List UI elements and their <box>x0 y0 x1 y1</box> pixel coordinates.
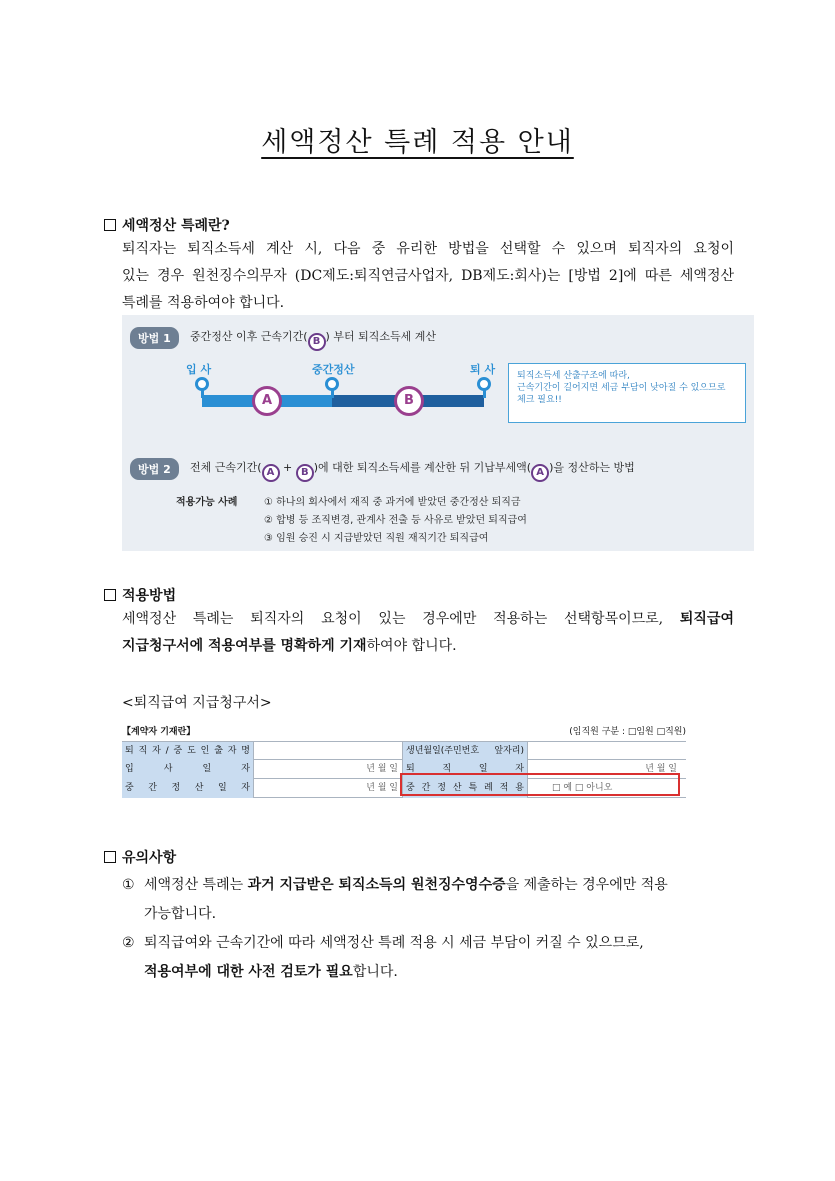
section-heading-definition: 세액정산 특례란? <box>104 215 230 235</box>
paragraph-line: 특례를 적용하여야 합니다. <box>122 295 285 311</box>
circle-b-icon: B <box>394 386 424 416</box>
method-paragraph <box>122 606 734 660</box>
timeline-label-leave: 퇴 사 <box>470 363 496 376</box>
circle-a-icon: A <box>252 386 282 416</box>
circle-b-icon: B <box>308 333 326 351</box>
checkbox-square-icon <box>104 851 116 863</box>
method1-badge: 방법 1 <box>130 327 179 349</box>
case-item: ① 하나의 회사에서 재직 중 과거에 받았던 중간정산 퇴직금 <box>264 497 521 508</box>
form-caption: <퇴직급여 지급청구서> <box>122 695 272 711</box>
cases-label: 적용가능 사례 <box>176 497 238 508</box>
method2-badge: 방법 2 <box>130 458 179 480</box>
form-header-left: 【계약자 기재란】 <box>122 727 196 737</box>
method-diagram <box>122 315 754 551</box>
definition-paragraph <box>122 236 734 317</box>
list-item: ① 세액정산 특례는 과거 지급받은 퇴직소득의 원천징수영수증을 제출하는 경우에만 적용 <box>122 877 668 893</box>
paragraph-line: 퇴직자는 퇴직소득세 계산 시, 다음 중 유리한 방법을 선택할 수 있으며 퇴직자의 요청이 <box>122 241 734 257</box>
claim-form-excerpt <box>122 723 686 803</box>
case-item: ③ 임원 승진 시 지급받았던 직원 재직기간 퇴직급여 <box>264 533 489 544</box>
method1-description: 중간정산 이후 근속기간( B ) 부터 퇴직소득세 계산 <box>190 328 436 351</box>
method2-description: 전체 근속기간( A + B )에 대한 퇴직소득세를 계산한 뒤 기납부세액( A )을 정산하는 방법 <box>190 459 635 482</box>
paragraph-line: 있는 경우 원천징수의무자 (DC제도:퇴직연금사업자, DB제도:회사)는 [방법 2]에 따른 세액정산 <box>122 268 734 284</box>
list-item: ② 퇴직급여와 근속기간에 따라 세액정산 특례 적용 시 세금 부담이 커질 수 있으므로, <box>122 935 644 951</box>
circle-a-icon: A <box>531 464 549 482</box>
checkbox-square-icon <box>104 589 116 601</box>
form-row: 입 사 일 자 년 월 일 퇴 직 일 자 년 월 일 <box>122 760 686 779</box>
checkbox-square-icon <box>104 219 116 231</box>
paragraph-line: 세액정산 특례는 퇴직자의 요청이 있는 경우에만 적용하는 선택항목이므로, 퇴직급여 <box>122 611 734 627</box>
list-item-continuation: 가능합니다. <box>144 906 217 922</box>
form-header-right: (임직원 구분 : □임원 □직원) <box>569 727 686 737</box>
section-heading-method: 적용방법 <box>104 585 176 605</box>
circle-b-icon: B <box>296 464 314 482</box>
section-heading-notes: 유의사항 <box>104 847 176 867</box>
notes-list <box>122 871 734 987</box>
highlight-box <box>400 773 680 796</box>
case-item: ② 합병 등 조직변경, 관계사 전출 등 사유로 받았던 퇴직급여 <box>264 515 527 526</box>
list-item-continuation: 적용여부에 대한 사전 검토가 필요합니다. <box>144 964 398 980</box>
form-row: 퇴 직 자 / 중 도 인 출 자 명 생년월일(주민번호 앞자리) <box>122 741 686 760</box>
paragraph-line: 지급청구서에 적용여부를 명확하게 기재하여야 합니다. <box>122 638 457 654</box>
timeline-label-join: 입 사 <box>186 363 212 376</box>
form-row: 중 간 정 산 일 자 년 월 일 중 간 정 산 특 례 적 용 □ 예 □ 아니오 <box>122 779 686 798</box>
circle-a-icon: A <box>262 464 280 482</box>
timeline-label-midsettle: 중간정산 <box>312 363 355 376</box>
page-title: 세액정산 특례 적용 안내 <box>261 127 574 158</box>
tip-note: 퇴직소득세 산출구조에 따라, 근속기간이 길어지면 세금 부담이 낮아질 수 있으므로 체크 필요!! <box>508 363 746 423</box>
